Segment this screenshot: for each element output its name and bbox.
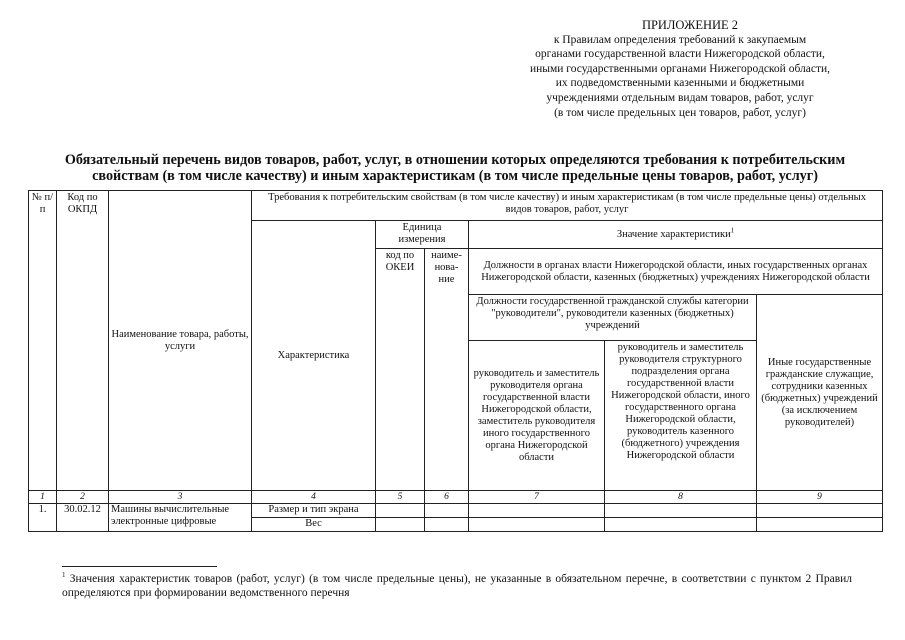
empty-cell: [425, 504, 469, 518]
header-col8: руководитель и заместитель руководителя структурного подразделения органа государственной власти Нижегородской области, иного государственного органа Нижегородской области, руководитель казенного (бюджетного) учреждения Нижегородской области: [605, 341, 757, 491]
col-number: 6: [425, 491, 469, 504]
appendix-line: учреждениями отдельным видам товаров, работ, услуг: [546, 91, 814, 104]
header-positions: Должности в органах власти Нижегородской области, иных государственных органах Нижегородской области, казенных (бюджетных) учреждениях Нижегородской области: [469, 249, 883, 295]
row-characteristic: Вес: [252, 518, 376, 532]
footnote: [62, 572, 852, 600]
col-number: 9: [757, 491, 883, 504]
empty-cell: [469, 518, 605, 532]
col-number: 4: [252, 491, 376, 504]
empty-cell: [757, 518, 883, 532]
header-civil-service: Должности государственной гражданской службы категории "руководители", руководители казенных (бюджетных) учреждений: [469, 295, 757, 341]
row-characteristic: Размер и тип экрана: [252, 504, 376, 518]
header-col7: руководитель и заместитель руководителя органа государственной власти Нижегородской области, заместитель руководителя иного государственного органа Нижегородской области: [469, 341, 605, 491]
appendix-line: их подведомственными казенными и бюджетными: [555, 77, 805, 90]
row-num: 1.: [29, 504, 57, 532]
empty-cell: [605, 518, 757, 532]
appendix-heading: ПРИЛОЖЕНИЕ 2: [641, 18, 739, 32]
header-col9: Иные государственные гражданские служащие, сотрудники казенных (бюджетных) учреждений (за исключением руководителей): [757, 295, 883, 491]
header-unit-code: код по ОКЕИ: [376, 249, 425, 491]
title-line-1: Обязательный перечень видов товаров, работ, услуг, в отношении которых определяются требования к потребительским: [64, 152, 846, 168]
header-characteristic: Характеристика: [252, 221, 376, 491]
col-number: 3: [109, 491, 252, 504]
footnote-text: Значения характеристик товаров (работ, услуг) (в том числе предельные цены), не указанные в обязательном перечне, в соответствии с пунктом 2 Правил определяются при формировании ведомственного перечня: [62, 573, 853, 599]
empty-cell: [469, 504, 605, 518]
document-title: [30, 152, 880, 184]
footnote-divider: [62, 566, 217, 567]
row-product-name: Машины вычислительные электронные цифровые: [109, 504, 252, 532]
header-unit: Единица измерения: [376, 221, 469, 249]
appendix-line: (в том числе предельных цен товаров, работ, услуг): [554, 106, 806, 119]
header-product-name: Наименование товара, работы, услуги: [109, 191, 252, 491]
header-unit-name: наиме-нова-ние: [425, 249, 469, 491]
appendix-header: [480, 18, 880, 120]
requirements-table: [28, 190, 883, 532]
title-line-2: свойствам (в том числе качеству) и иным характеристикам (в том числе предельные цены товаров, работ, услуг): [92, 168, 818, 184]
header-requirements: Требования к потребительским свойствам (в том числе качеству) и иным характеристикам (в том числе предельные цены) отдельных видов товаров, работ, услуг: [252, 191, 883, 221]
empty-cell: [376, 518, 425, 532]
empty-cell: [757, 504, 883, 518]
col-number: 8: [605, 491, 757, 504]
col-number: 7: [469, 491, 605, 504]
header-value: [469, 221, 883, 249]
header-value-text: Значение характеристики: [616, 228, 731, 240]
col-number: 1: [29, 491, 57, 504]
footnote-marker: 1: [62, 571, 66, 580]
row-okpd: 30.02.12: [57, 504, 109, 532]
col-number: 5: [376, 491, 425, 504]
appendix-line: органами государственной власти Нижегородской области,: [535, 48, 825, 61]
appendix-line: иными государственными органами Нижегородской области,: [529, 62, 831, 75]
empty-cell: [376, 504, 425, 518]
footnote-ref: 1: [730, 226, 735, 234]
empty-cell: [605, 504, 757, 518]
empty-cell: [425, 518, 469, 532]
appendix-line: к Правилам определения требований к закупаемым: [553, 33, 807, 46]
header-num: № п/п: [29, 191, 57, 491]
header-okpd: Код по ОКПД: [57, 191, 109, 491]
col-number: 2: [57, 491, 109, 504]
